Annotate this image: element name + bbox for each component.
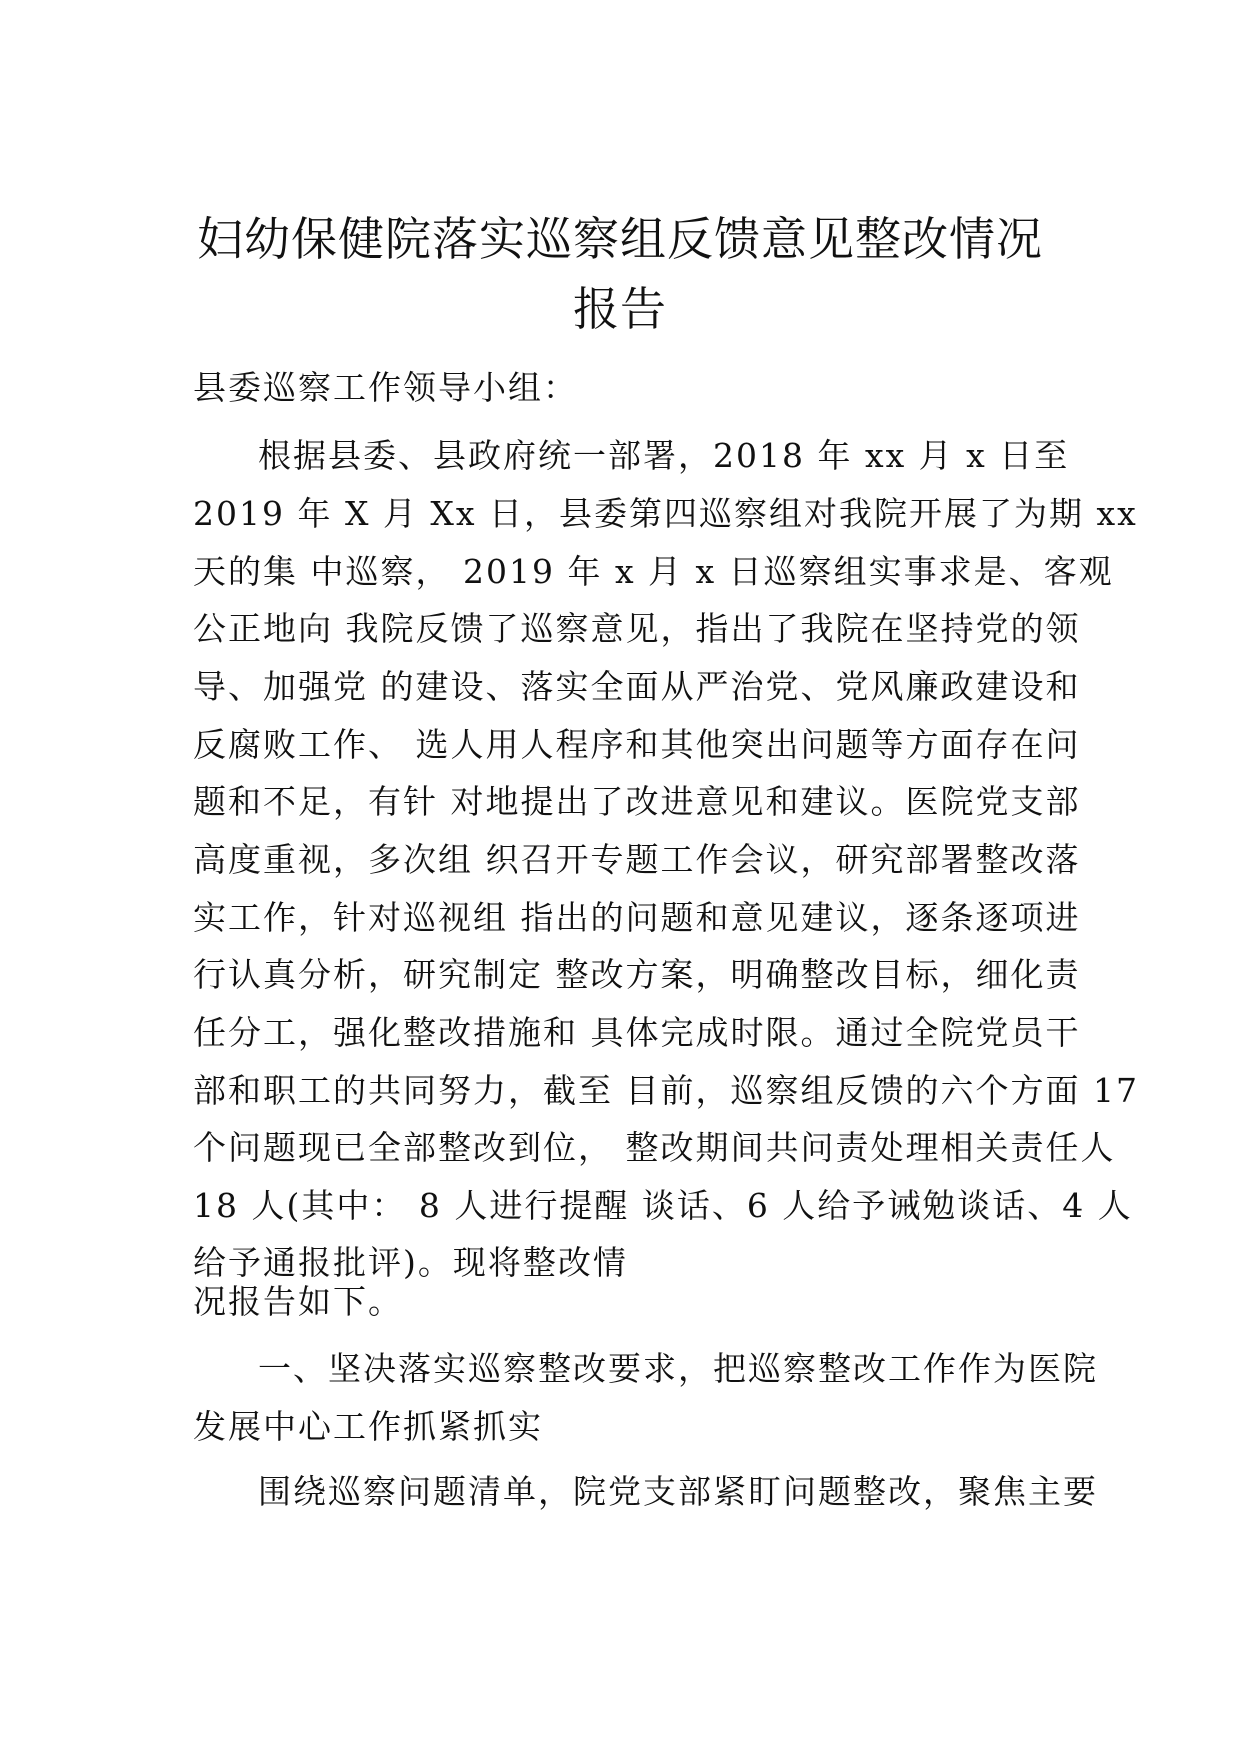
paragraph-1-line: 实工作，针对巡视组 指出的问题和意见建议，逐条逐项进	[193, 898, 1081, 937]
document-title-line-2: 报告	[573, 282, 667, 336]
paragraph-1-line: 公正地向 我院反馈了巡察意见，指出了我院在坚持党的领	[193, 609, 1081, 648]
paragraph-1-line: 18 人(其中： 8 人进行提醒 谈话、6 人给予诫勉谈话、4 人	[193, 1186, 1133, 1225]
paragraph-1-line: 2019 年 X 月 Xx 日，县委第四巡察组对我院开展了为期 xx	[193, 494, 1138, 533]
paragraph-1-line: 部和职工的共同努力，截至 目前，巡察组反馈的六个方面 17	[193, 1071, 1139, 1110]
paragraph-1-line: 导、加强党 的建设、落实全面从严治党、党风廉政建设和	[193, 667, 1081, 706]
paragraph-1-line: 天的集 中巡察， 2019 年 x 月 x 日巡察组实事求是、客观	[193, 552, 1114, 591]
paragraph-1-line: 题和不足，有针 对地提出了改进意见和建议。医院党支部	[193, 782, 1081, 821]
paragraph-1-line: 高度重视，多次组 织召开专题工作会议，研究部署整改落	[193, 840, 1081, 879]
paragraph-1-line: 况报告如下。	[193, 1282, 403, 1321]
paragraph-1-line: 反腐败工作、 选人用人程序和其他突出问题等方面存在问	[193, 725, 1081, 764]
paragraph-1-line: 任分工，强化整改措施和 具体完成时限。通过全院党员干	[193, 1013, 1081, 1052]
paragraph-2-line: 围绕巡察问题清单，院党支部紧盯问题整改，聚焦主要	[258, 1472, 1098, 1511]
paragraph-1-line: 个问题现已全部整改到位， 整改期间共问责处理相关责任人	[193, 1128, 1116, 1167]
section-1-heading-line: 一、坚决落实巡察整改要求，把巡察整改工作作为医院	[258, 1349, 1098, 1388]
paragraph-1-line: 根据县委、县政府统一部署，2018 年 xx 月 x 日至	[258, 436, 1070, 475]
paragraph-1-line: 给予通报批评)。现将整改情	[193, 1243, 628, 1282]
section-1-heading-line: 发展中心工作抓紧抓实	[193, 1407, 543, 1446]
document-title-line-1: 妇幼保健院落实巡察组反馈意见整改情况	[197, 212, 1043, 266]
salutation: 县委巡察工作领导小组：	[193, 368, 578, 407]
paragraph-1-line: 行认真分析，研究制定 整改方案，明确整改目标，细化责	[193, 955, 1081, 994]
